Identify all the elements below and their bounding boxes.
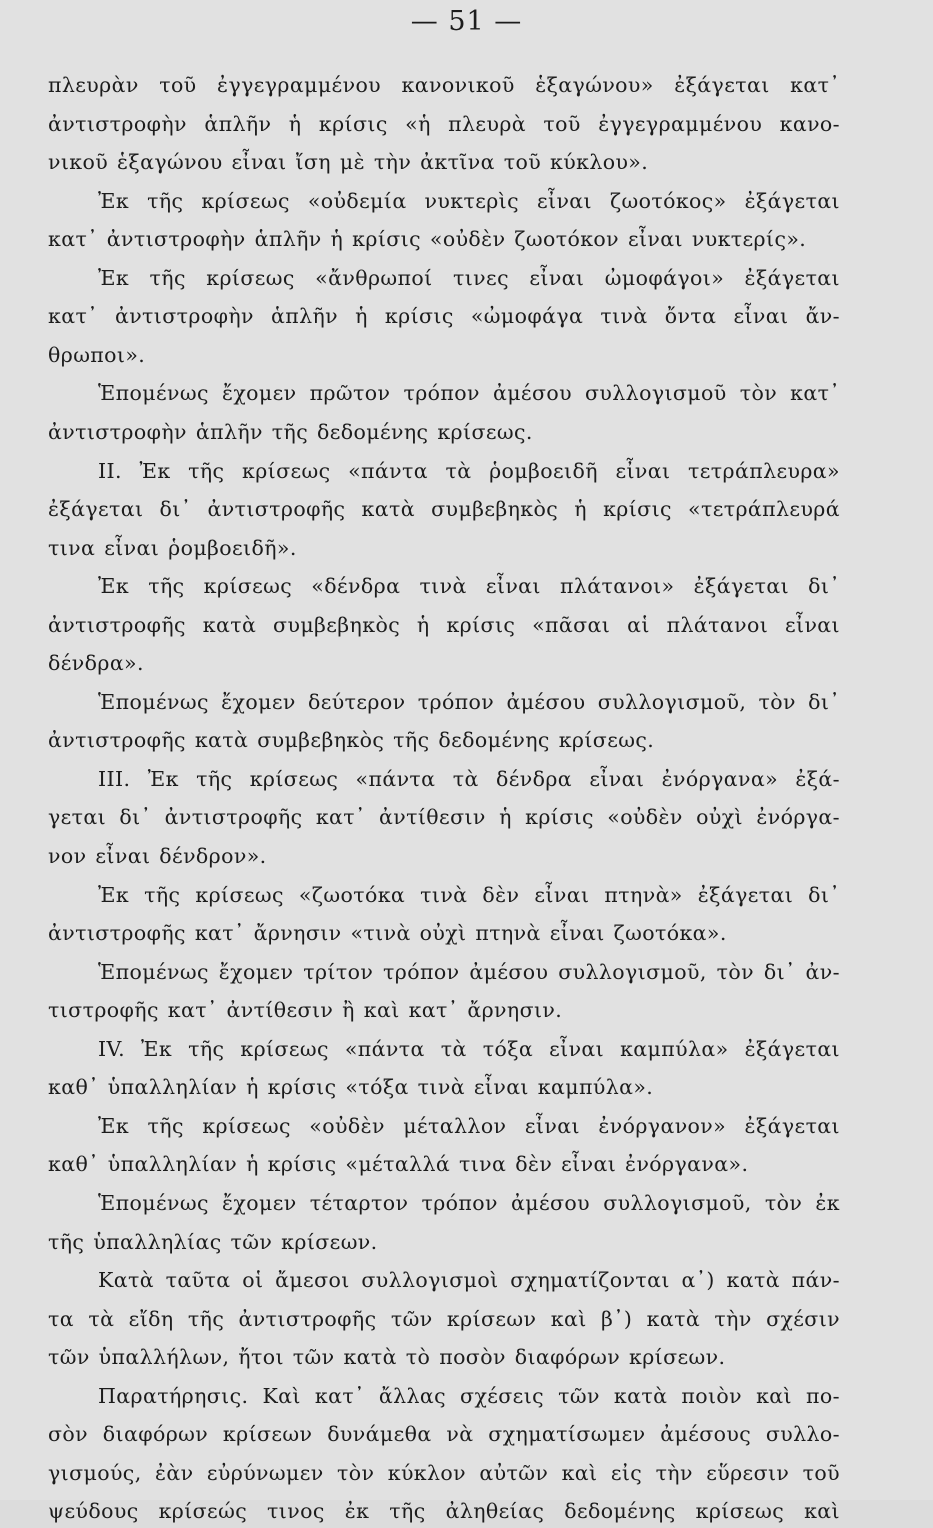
text-line: κατ᾽ ἀντιστροφὴν ἁπλῆν ἡ κρίσις «οὐδὲν ζωοτόκον εἶναι νυκτερίς». <box>48 227 807 252</box>
text-line: IV. Ἐκ τῆς κρίσεως «πάντα τὰ τόξα εἶναι καμπύλα» ἐξάγεται <box>98 1036 840 1061</box>
text-line: Κατὰ ταῦτα οἱ ἄμεσοι συλλογισμοὶ σχηματίζονται α᾽) κατὰ πάν- <box>98 1268 840 1293</box>
text-line: Ἑπομένως ἔχομεν πρῶτον τρόπον ἀμέσου συλλογισμοῦ τὸν κατ᾽ <box>98 381 840 406</box>
text-line: θρωποι». <box>48 342 146 367</box>
text-line: ἀντιστροφῆς κατὰ συμβεβηκὸς τῆς δεδομένης κρίσεως. <box>48 728 655 753</box>
text-line: τῆς ὑπαλληλίας τῶν κρίσεων. <box>48 1229 378 1254</box>
text-line: ἀντιστροφῆς κατὰ συμβεβηκὸς ἡ κρίσις «πᾶσαι αἱ πλάτανοι εἶναι <box>48 612 840 637</box>
text-line: πλευρὰν τοῦ ἐγγεγραμμένου κανονικοῦ ἑξαγώνου» ἐξάγεται κατ᾽ <box>48 73 840 97</box>
text-line: νον εἶναι δένδρον». <box>48 844 267 868</box>
text-line: καθ᾽ ὑπαλληλίαν ἡ κρίσις «τόξα τινὰ εἶναι καμπύλα». <box>48 1075 654 1100</box>
text-line: νικοῦ ἑξαγώνου εἶναι ἴση μὲ τὴν ἀκτῖνα τοῦ κύκλου». <box>48 150 649 175</box>
text-line: τινα εἶναι ῥομβοειδῆ». <box>48 535 297 560</box>
text-line: σὸν διαφόρων κρίσεων δυνάμεθα νὰ σχηματίσωμεν ἀμέσους συλλο- <box>48 1422 840 1447</box>
text-line: Ἑπομένως ἔχομεν τρίτον τρόπον ἀμέσου συλλογισμοῦ, τὸν δι᾽ ἀν- <box>98 959 840 984</box>
text-line: τα τὰ εἴδη τῆς ἀντιστροφῆς τῶν κρίσεων καὶ β᾽) κατὰ τὴν σχέσιν <box>48 1306 840 1331</box>
text-line: γισμούς, ἐὰν εὐρύνωμεν τὸν κύκλον αὐτῶν καὶ εἰς τὴν εὕρεσιν τοῦ <box>48 1460 840 1485</box>
text-line: γεται δι᾽ ἀντιστροφῆς κατ᾽ ἀντίθεσιν ἡ κρίσις «οὐδὲν οὐχὶ ἐνόργα- <box>48 805 840 830</box>
text-line: Ἐκ τῆς κρίσεως «δένδρα τινὰ εἶναι πλάτανοι» ἐξάγεται δι᾽ <box>98 574 840 599</box>
text-line: ἐξάγεται δι᾽ ἀντιστροφῆς κατὰ συμβεβηκὸς ἡ κρίσις «τετράπλευρά <box>48 497 840 522</box>
text-line: Ἐκ τῆς κρίσεως «οὐδεμία νυκτερὶς εἶναι ζωοτόκος» ἐξάγεται <box>98 188 840 213</box>
text-line: ἀντιστροφῆς κατ᾽ ἄρνησιν «τινὰ οὐχὶ πτηνὰ εἶναι ζωοτόκα». <box>48 921 727 946</box>
text-line: Ἐκ τῆς κρίσεως «ἄνθρωποί τινες εἶναι ὠμοφάγοι» ἐξάγεται <box>98 265 840 290</box>
text-line: ἀντιστροφὴν ἁπλῆν ἡ κρίσις «ἡ πλευρὰ τοῦ ἐγγεγραμμένου κανο- <box>48 111 840 136</box>
text-line: III. Ἐκ τῆς κρίσεως «πάντα τὰ δένδρα εἶναι ἐνόργανα» ἐξά- <box>98 766 840 791</box>
text-line: Ἑπομένως ἔχομεν δεύτερον τρόπον ἀμέσου συλλογισμοῦ, τὸν δι᾽ <box>98 689 840 714</box>
text-line: κατ᾽ ἀντιστροφὴν ἁπλῆν ἡ κρίσις «ὠμοφάγα τινὰ ὄντα εἶναι ἄν- <box>48 304 840 329</box>
text-line: II. Ἐκ τῆς κρίσεως «πάντα τὰ ῥομβοειδῆ εἶναι τετράπλευρα» <box>98 458 840 483</box>
text-line: δένδρα». <box>48 651 144 676</box>
text-line: τῶν ὑπαλλήλων, ἤτοι τῶν κατὰ τὸ ποσὸν διαφόρων κρίσεων. <box>48 1345 726 1370</box>
text-line: Παρατήρησις. Καὶ κατ᾽ ἄλλας σχέσεις τῶν κατὰ ποιὸν καὶ πο- <box>98 1383 840 1408</box>
text-line: τιστροφῆς κατ᾽ ἀντίθεσιν ἢ καὶ κατ᾽ ἄρνησιν. <box>48 998 563 1023</box>
text-line: ἀντιστροφὴν ἁπλῆν τῆς δεδομένης κρίσεως. <box>48 419 533 444</box>
text-line: Ἑπομένως ἔχομεν τέταρτον τρόπον ἀμέσου συλλογισμοῦ, τὸν ἐκ <box>98 1190 840 1215</box>
text-line: Ἐκ τῆς κρίσεως «οὐδὲν μέταλλον εἶναι ἐνόργανον» ἐξάγεται <box>98 1113 840 1138</box>
text-line: ψεύδους κρίσεώς τινος ἐκ τῆς ἀληθείας δεδομένης κρίσεως καὶ <box>48 1499 840 1524</box>
page-number: — 51 — <box>410 6 523 37</box>
text-line: καθ᾽ ὑπαλληλίαν ἡ κρίσις «μέταλλά τινα δὲν εἶναι ἐνόργανα». <box>48 1152 749 1177</box>
text-line: Ἐκ τῆς κρίσεως «ζωοτόκα τινὰ δὲν εἶναι πτηνὰ» ἐξάγεται δι᾽ <box>98 882 840 907</box>
